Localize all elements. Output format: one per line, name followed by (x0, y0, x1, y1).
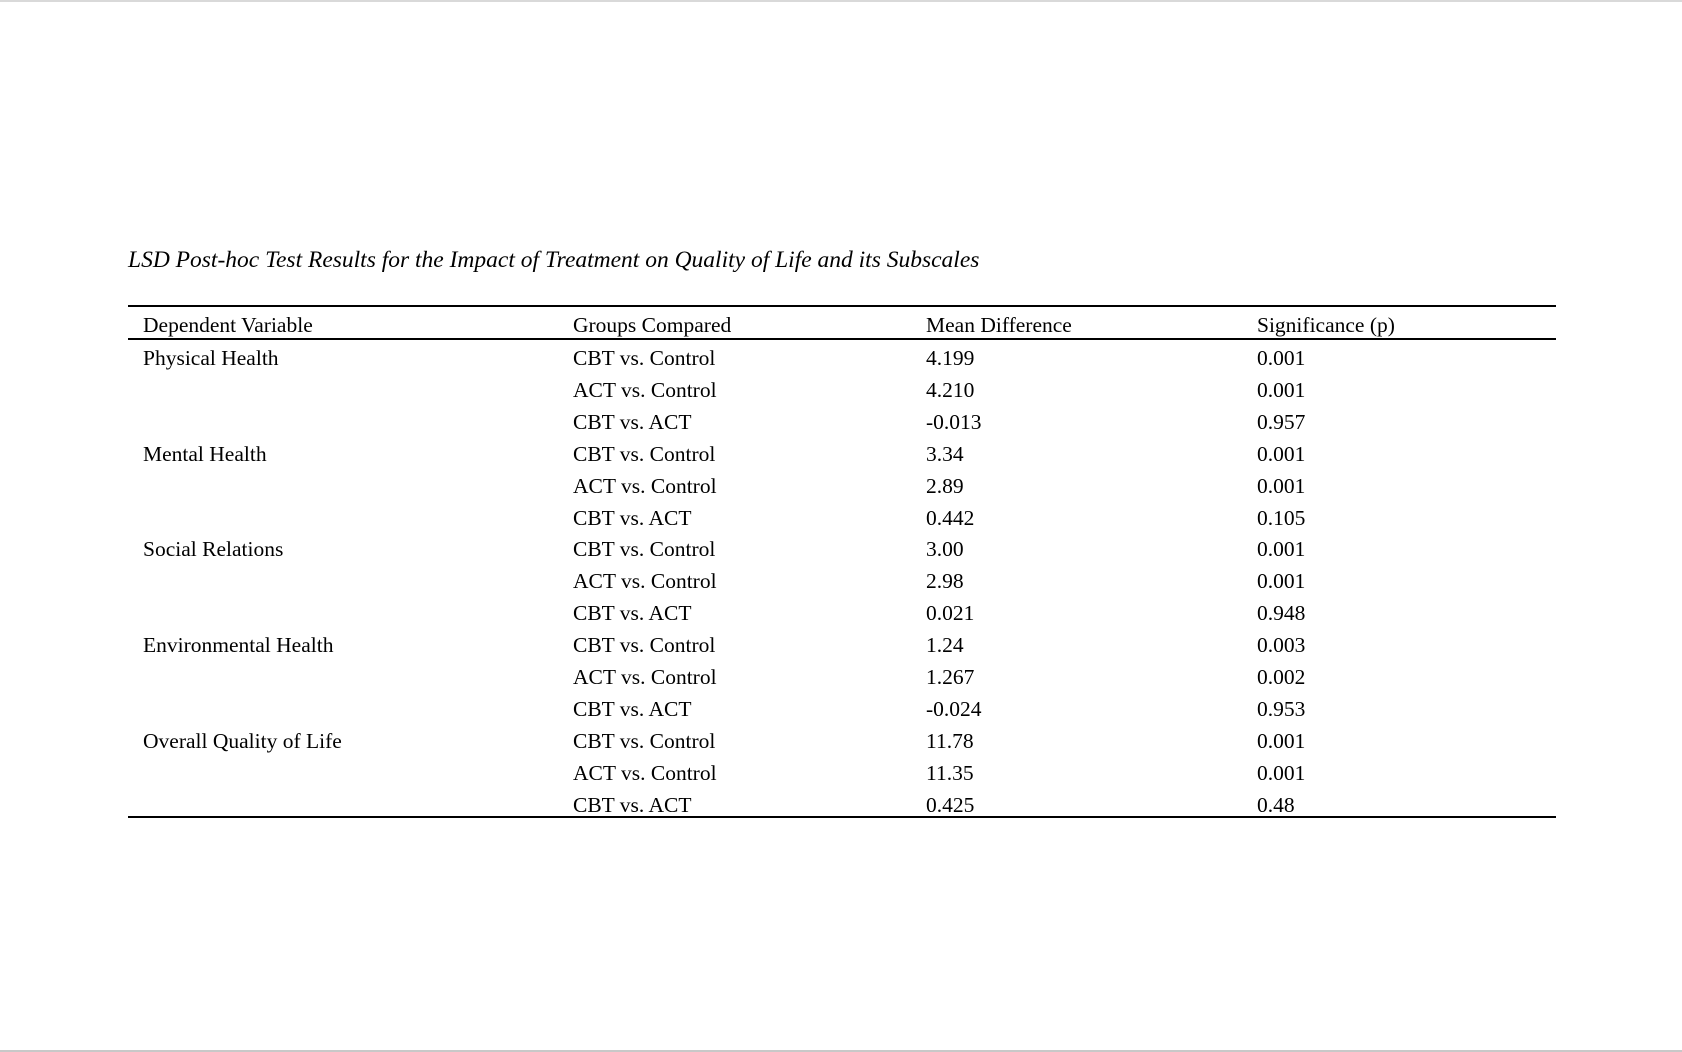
cell-dependent-variable: Environmental Health (143, 633, 334, 658)
cell-groups-compared: CBT vs. Control (573, 441, 716, 466)
cell-significance: 0.001 (1257, 346, 1306, 370)
cell-groups-compared: ACT vs. Control (573, 569, 717, 594)
cell-dependent-variable: Physical Health (143, 346, 279, 370)
cell-groups-compared: ACT vs. Control (573, 377, 717, 402)
cell-mean-difference: 2.89 (926, 473, 964, 498)
table-bottom-rule (128, 816, 1556, 818)
header-significance: Significance (p) (1257, 313, 1395, 337)
cell-significance: 0.001 (1257, 760, 1306, 785)
cell-significance: 0.105 (1257, 505, 1306, 530)
cell-groups-compared: CBT vs. Control (573, 728, 716, 753)
cell-groups-compared: CBT vs. ACT (573, 696, 692, 721)
cell-groups-compared: ACT vs. Control (573, 760, 717, 785)
cell-significance: 0.957 (1257, 409, 1306, 434)
cell-mean-difference: 3.00 (926, 537, 964, 562)
cell-dependent-variable: Overall Quality of Life (143, 728, 342, 753)
cell-significance: 0.948 (1257, 601, 1306, 626)
cell-groups-compared: CBT vs. ACT (573, 505, 692, 530)
header-mean-difference: Mean Difference (926, 313, 1072, 337)
cell-significance: 0.953 (1257, 696, 1306, 721)
header-groups-compared: Groups Compared (573, 313, 732, 337)
cell-significance: 0.001 (1257, 441, 1306, 466)
cell-mean-difference: 0.425 (926, 792, 975, 817)
cell-mean-difference: -0.013 (926, 409, 982, 434)
cell-mean-difference: 2.98 (926, 569, 964, 594)
cell-mean-difference: 4.210 (926, 377, 975, 402)
cell-mean-difference: 1.267 (926, 665, 975, 689)
cell-dependent-variable: Mental Health (143, 441, 267, 466)
cell-groups-compared: CBT vs. Control (573, 537, 716, 562)
cell-mean-difference: 0.442 (926, 505, 975, 530)
cell-mean-difference: 4.199 (926, 346, 975, 370)
cell-significance: 0.001 (1257, 537, 1306, 562)
table-title: LSD Post-hoc Test Results for the Impact of Treatment on Quality of Life and its Subscales (128, 247, 980, 273)
cell-significance: 0.001 (1257, 569, 1306, 594)
cell-groups-compared: ACT vs. Control (573, 473, 717, 498)
cell-groups-compared: ACT vs. Control (573, 665, 717, 689)
header-dependent-variable: Dependent Variable (143, 313, 313, 337)
cell-groups-compared: CBT vs. ACT (573, 792, 692, 817)
cell-significance: 0.48 (1257, 792, 1295, 817)
cell-mean-difference: 11.78 (926, 728, 974, 753)
cell-significance: 0.001 (1257, 473, 1306, 498)
table-top-rule (128, 305, 1556, 307)
cell-significance: 0.003 (1257, 633, 1306, 658)
cell-mean-difference: 3.34 (926, 441, 964, 466)
cell-groups-compared: CBT vs. ACT (573, 409, 692, 434)
cell-significance: 0.001 (1257, 728, 1306, 753)
table-header-rule (128, 338, 1556, 340)
cell-significance: 0.001 (1257, 377, 1306, 402)
cell-mean-difference: -0.024 (926, 696, 982, 721)
cell-mean-difference: 1.24 (926, 633, 964, 658)
cell-groups-compared: CBT vs. Control (573, 346, 716, 370)
cell-groups-compared: CBT vs. Control (573, 633, 716, 658)
cell-mean-difference: 11.35 (926, 760, 974, 785)
cell-groups-compared: CBT vs. ACT (573, 601, 692, 626)
page-top-border (0, 0, 1682, 2)
cell-dependent-variable: Social Relations (143, 537, 284, 562)
cell-mean-difference: 0.021 (926, 601, 975, 626)
cell-significance: 0.002 (1257, 665, 1306, 689)
